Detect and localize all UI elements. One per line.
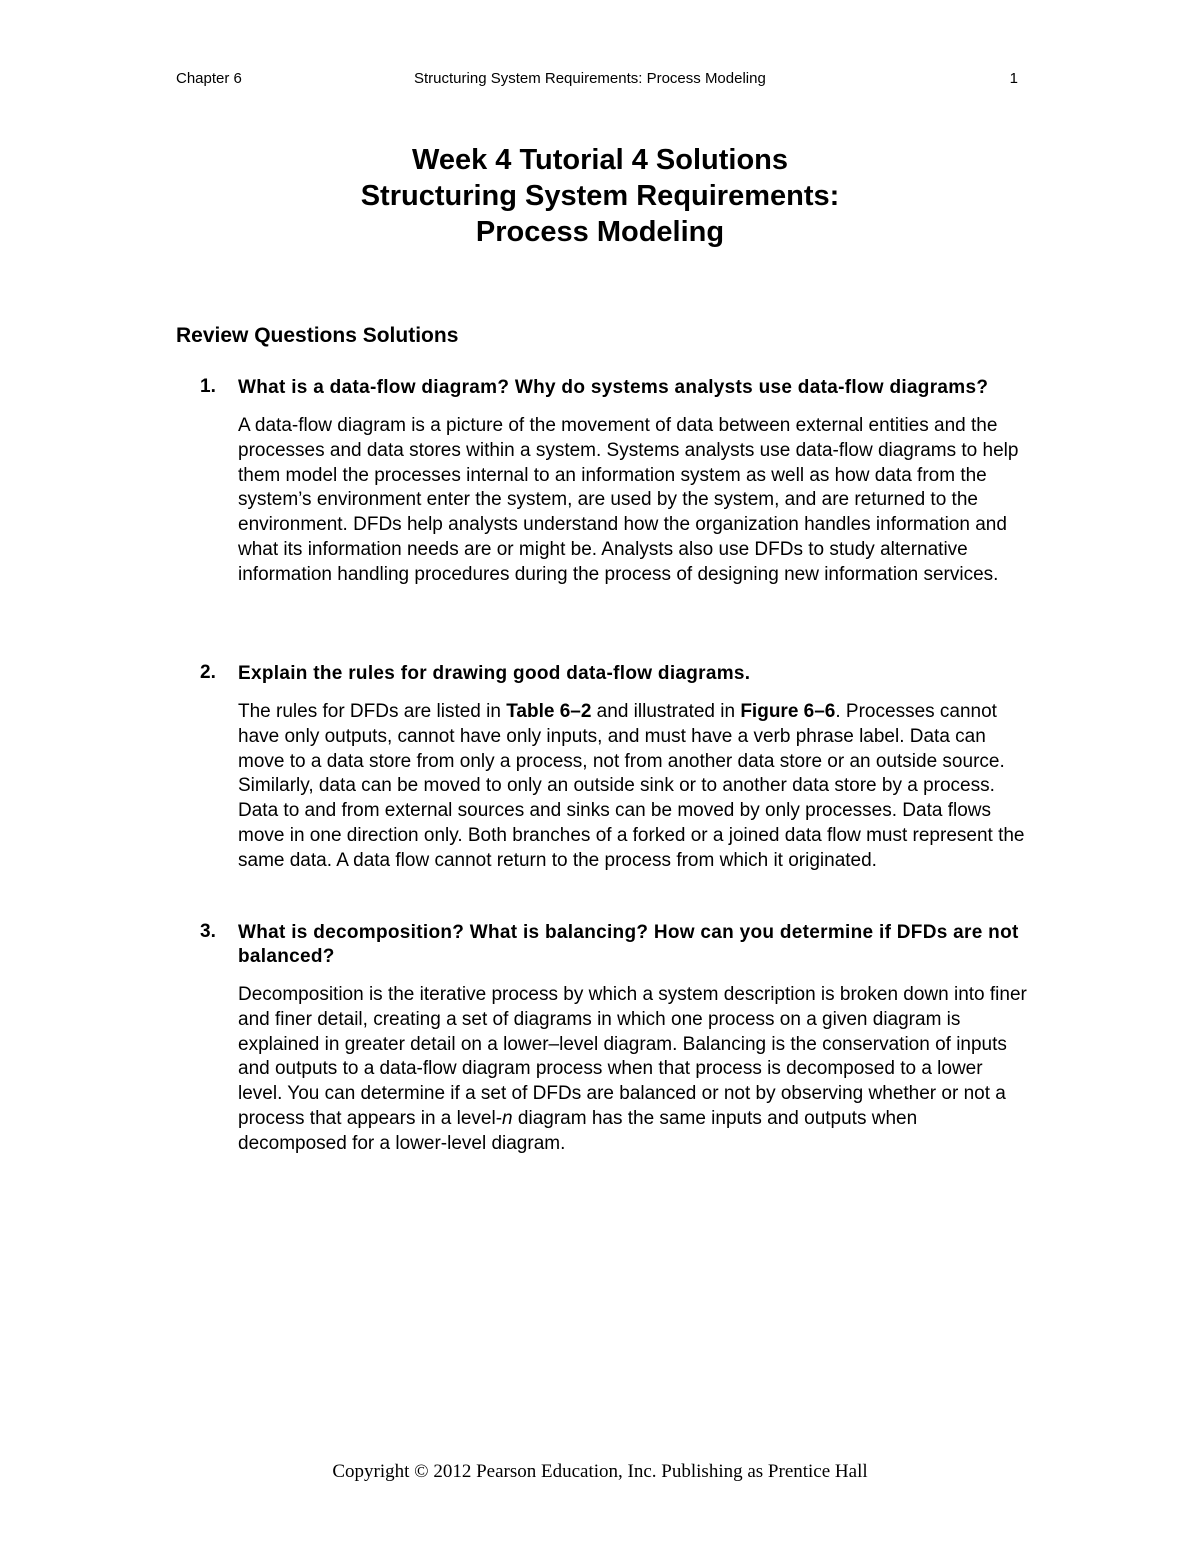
question-2	[200, 662, 1030, 874]
header-page-number: 1	[1009, 70, 1018, 87]
question-number: 1.	[200, 376, 216, 397]
answer-intro: The rules for DFDs are listed in	[238, 701, 507, 722]
copyright-footer: Copyright © 2012 Pearson Education, Inc. Publishing as Prentice Hall	[332, 1461, 868, 1482]
table-reference: Table 6–2	[506, 701, 592, 722]
question-1	[200, 376, 1030, 588]
answer-rest: . Processes cannot have only outputs, cannot have only inputs, and must have a verb phrase label. Data can move to a data store from only a process, not from another data store or an outside source. Similarly, data can be moved to only an outside sink or to another data store by a process. Data to and from external sources and sinks can be moved by only processes. Data flows move in one direction only. Both branches of a forked or a joined data flow must represent the same data. A data flow cannot return to the process from which it originated.	[238, 701, 1025, 871]
section-heading: Review Questions Solutions	[176, 324, 459, 347]
question-text: What is decomposition? What is balancing? How can you determine if DFDs are not balanced?	[238, 922, 1019, 967]
title-line-3: Process Modeling	[475, 216, 725, 248]
question-number: 2.	[200, 662, 216, 683]
header-title: Structuring System Requirements: Process Modeling	[414, 70, 766, 87]
title-line-2: Structuring System Requirements:	[360, 180, 840, 212]
header-chapter: Chapter 6	[176, 70, 242, 87]
title-line-1: Week 4 Tutorial 4 Solutions	[412, 144, 788, 176]
figure-reference: Figure 6–6	[740, 701, 836, 722]
question-text: What is a data-flow diagram? Why do systems analysts use data-flow diagrams?	[238, 377, 989, 398]
answer-text: A data-flow diagram is a picture of the movement of data between external entities and the processes and data stores within a system. Systems analysts use data-flow diagrams to help them model the processes internal to an information system as well as how data from the system’s environment enter the system, are used by the system, and are returned to the environment. DFDs help analysts understand how the organization handles information and what its information needs are or might be. Analysts also use DFDs to study alternative information handling procedures during the process of designing new information services.	[238, 415, 1019, 585]
level-n-italic: n	[502, 1107, 513, 1129]
answer-intro: Decomposition is the iterative process by which a system description is broken down into finer and finer detail, creating a set of diagrams in which one process on a given diagram is explained in greater detail on a lower–level diagram. Balancing is the conservation of inputs and outputs to a data-flow diagram process when that process is decomposed to a lower level. You can determine if a set of DFDs are balanced or not by observing whether or not a process that appears in a level-	[238, 984, 1027, 1129]
answer-rest: diagram has the same inputs and outputs when decomposed for a lower-level diagram.	[238, 1107, 918, 1154]
question-number: 3.	[200, 921, 216, 942]
answer-text	[238, 700, 1030, 874]
document-title	[0, 142, 1200, 250]
page-header	[176, 70, 1022, 90]
answer-text	[238, 983, 1030, 1157]
answer-mid: and illustrated in	[591, 701, 741, 722]
question-3	[200, 921, 1030, 1157]
question-text: Explain the rules for drawing good data-flow diagrams.	[238, 663, 751, 684]
